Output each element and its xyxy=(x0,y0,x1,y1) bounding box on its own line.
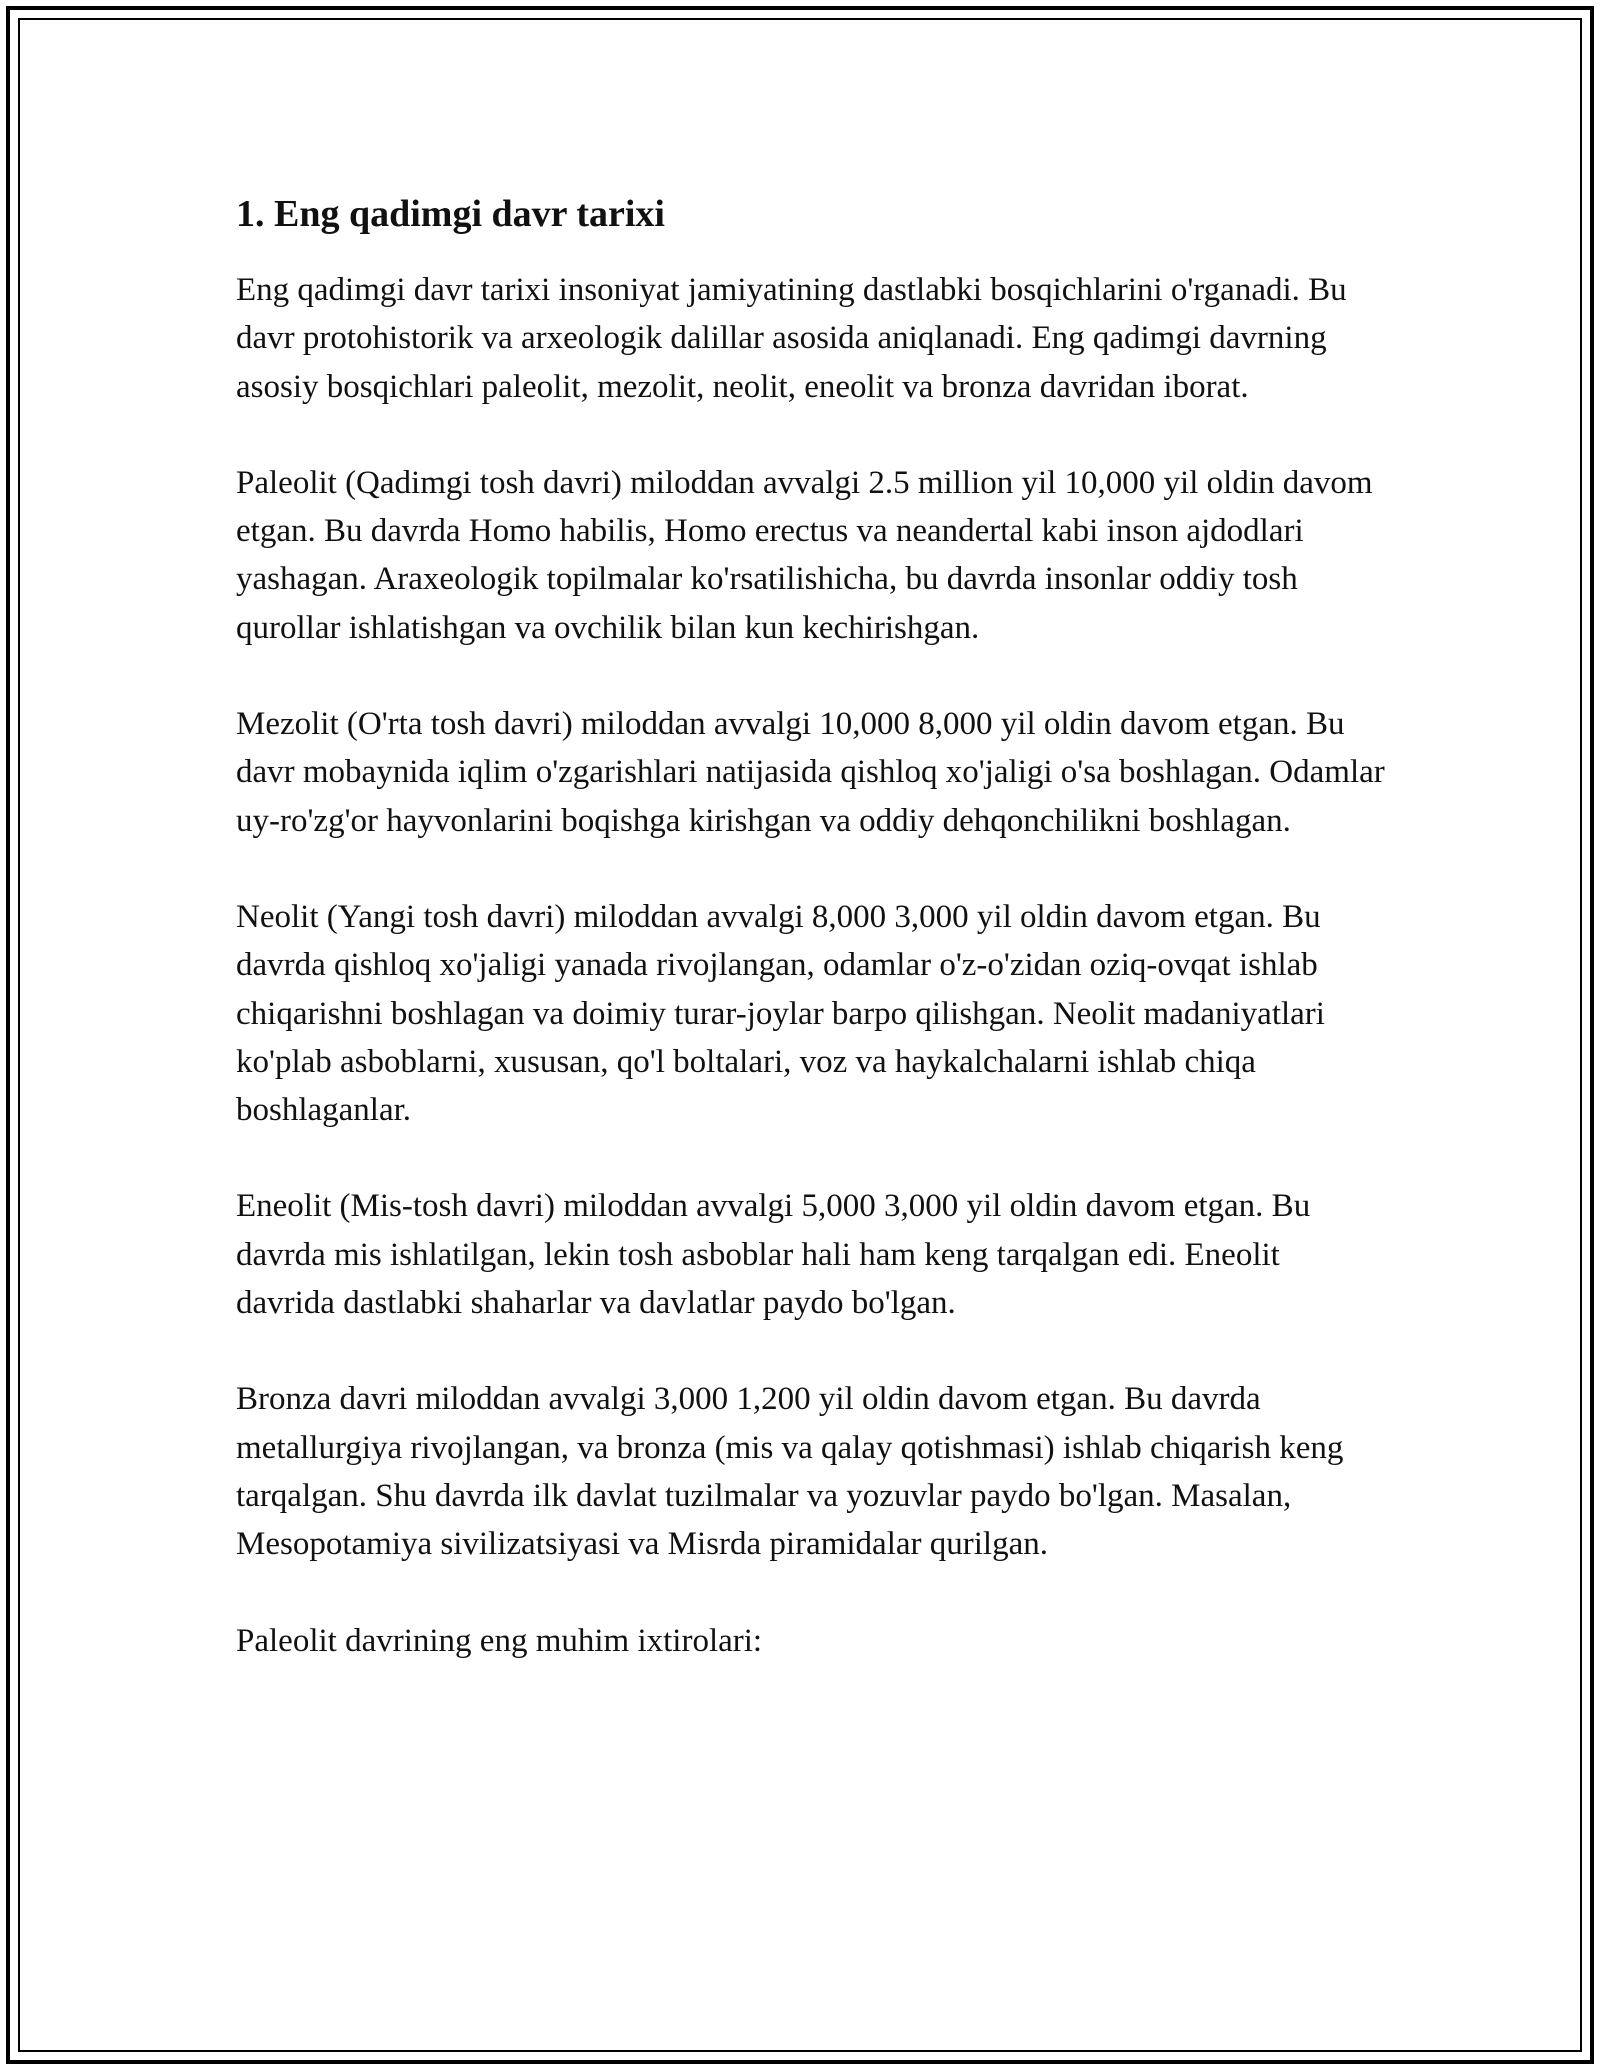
paragraph-eneolit: Eneolit (Mis-tosh davri) miloddan avvalgi 5,000 3,000 yil oldin davom etgan. Bu davrda mis ishlatilgan, lekin tosh asboblar hali ham keng tarqalgan edi. Eneolit davrida dastlabki shaharlar va davlatlar paydo bo'lgan. xyxy=(236,1188,1311,1322)
paragraph-paleolit: Paleolit (Qadimgi tosh davri) miloddan avvalgi 2.5 million yil 10,000 yil oldin davom etgan. Bu davrda Homo habilis, Homo erectus va neandertal kabi inson ajdodlari yashagan. Araxeologik topilmalar ko'rsatilishicha, bu davrda insonlar oddiy tosh qurollar ishlatishgan va ovchilik bilan kun kechirishgan. xyxy=(236,464,1373,646)
paragraph-inventions-heading: Paleolit davrining eng muhim ixtirolari: xyxy=(236,1622,763,1659)
paragraph-neolit: Neolit (Yangi tosh davri) miloddan avvalgi 8,000 3,000 yil oldin davom etgan. Bu davrda qishloq xo'jaligi yanada rivojlangan, odamlar o'z-o'zidan oziq-ovqat ishlab chiqarishni boshlagan va doimiy turar-joylar barpo qilishgan. Neolit madaniyatlari ko'plab asboblarni, xususan, qo'l boltalari, voz va haykalchalarni ishlab chiqa boshlaganlar. xyxy=(236,898,1325,1129)
paragraph-intro: Eng qadimgi davr tarixi insoniyat jamiyatining dastlabki bosqichlarini o'rganadi. Bu davr protohistorik va arxeologik dalillar asosida aniqlanadi. Eng qadimgi davrning asosiy bosqichlari paleolit, mezolit, neolit, eneolit va bronza davridan iborat. xyxy=(236,272,1347,405)
paragraph-mezolit: Mezolit (O'rta tosh davri) miloddan avvalgi 10,000 8,000 yil oldin davom etgan. Bu davr mobaynida iqlim o'zgarishlari natijasida qishloq xo'jaligi o'sa boshlagan. Odamlar uy-ro'zg'or hayvonlarini boqishga kirishgan va oddiy dehqonchilikni boshlagan. xyxy=(236,706,1385,839)
document-body xyxy=(236,186,1386,1665)
paragraph-bronza: Bronza davri miloddan avvalgi 3,000 1,200 yil oldin davom etgan. Bu davrda metallurgiya rivojlangan, va bronza (mis va qalay qotishmasi) ishlab chiqarish keng tarqalgan. Shu davrda ilk davlat tuzilmalar va yozuvlar paydo bo'lgan. Masalan, Mesopotamiya sivilizatsiyasi va Misrda piramidalar qurilgan. xyxy=(236,1381,1344,1563)
section-title: 1. Eng qadimgi davr tarixi xyxy=(236,193,665,235)
